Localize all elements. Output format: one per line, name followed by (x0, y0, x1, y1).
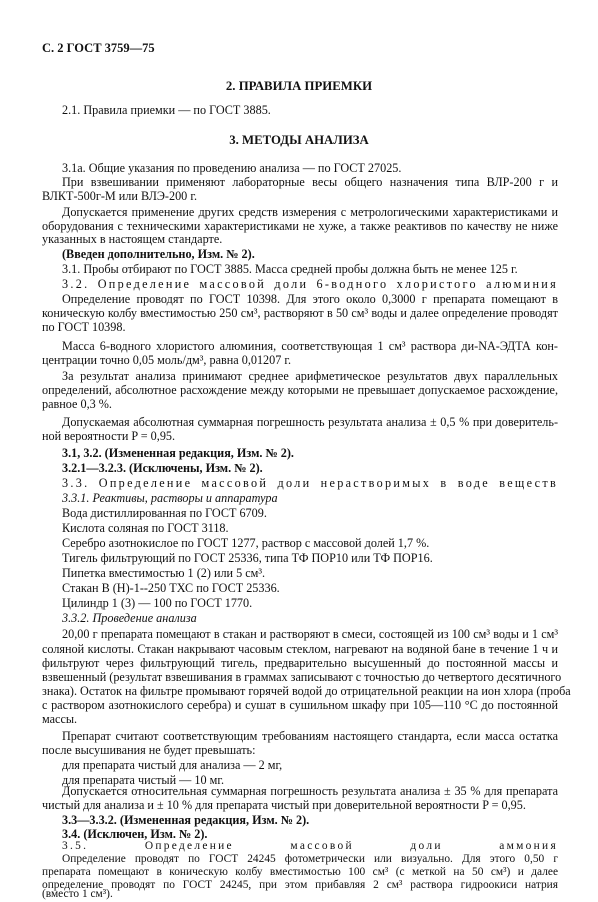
text-line: Серебро азотнокислое по ГОСТ 1277, раствор с массовой долей 1,7 %. (62, 536, 430, 550)
text-line: центрации точно 0,05 моль/дм³, равна 0,01207 г. (42, 353, 292, 367)
text-line: (вместо 1 см³). (42, 888, 113, 900)
text-line: знака). Остаток на фильтре промывают горячей водой до отрицательной реакции на ион хлора (проба (42, 684, 571, 698)
text-line: по ГОСТ 10398. (42, 320, 126, 334)
text-line: определение проводят по ГОСТ 24245, при этом прибавляя 2 см³ раствора гидроокиси натрия (42, 879, 558, 891)
text-line: Вода дистиллированная по ГОСТ 6709. (62, 506, 267, 520)
text-line: коническую колбу вместимостью 250 см³, растворяют в 50 см³ воды и далее определение проводят (42, 306, 558, 320)
section-2-title: 2. ПРАВИЛА ПРИЕМКИ (225, 79, 373, 93)
paragraph-2-1: 2.1. Правила приемки — по ГОСТ 3885. (62, 103, 271, 117)
text-line: указанных в настоящем стандарте. (42, 232, 223, 246)
text-line: после высушивания не будет превышать: (42, 743, 256, 757)
text-line: Пипетка вместимостью 1 (2) или 5 см³. (62, 566, 266, 580)
text-line: соляной кислоты. Стакан накрывают часовым стеклом, нагревают на водяной бане в течение 1 ч и (42, 642, 558, 656)
subsection-heading: 3.3.2. Проведение анализа (62, 611, 197, 625)
text-line: для препарата чистый — 10 мг. (62, 773, 225, 787)
text-line: 3.1а. Общие указания по проведению анализа — по ГОСТ 27025. (62, 161, 402, 175)
text-line: 3.1. Пробы отбирают по ГОСТ 3885. Масса средней пробы должна быть не менее 125 г. (62, 262, 518, 276)
text-line: Определение проводят по ГОСТ 24245 фотометрически или визуально. Для этого 0,50 г (62, 853, 558, 865)
amendment-note: 3.3—3.3.2. (Измененная редакция, Изм. № 2). (62, 813, 310, 827)
amendment-note: 3.2.1—3.2.3. (Исключены, Изм. № 2). (62, 461, 263, 475)
text-line: Допускаемая абсолютная суммарная погрешность результата анализа ± 0,5 % при доверитель- (62, 415, 558, 429)
text-line: Стакан В (Н)-1--250 ТХС по ГОСТ 25336. (62, 581, 280, 595)
text-line: Определение проводят по ГОСТ 10398. Для этого около 0,3000 г препарата помещают в (62, 292, 558, 306)
text-line: Допускается относительная суммарная погрешность результата анализа ± 35 % для препарата (62, 784, 558, 798)
text-line: ВЛКТ-500г-М или ВЛЭ-200 г. (42, 189, 197, 203)
text-line: оборудования с техническими характеристиками не хуже, а также реактивов по качеству не ниже (42, 219, 558, 233)
page-header: С. 2 ГОСТ 3759—75 (42, 41, 155, 55)
text-line: За результат анализа принимают среднее арифметическое результатов двух параллельных (62, 369, 558, 383)
text-line: фильтруют через фильтрующий тигель, предварительно высушенный до постоянной массы и (42, 656, 558, 670)
text-line: с раствором азотнокислого серебра) и сушат в сушильном шкафу при 105—110 °С до постоянной (42, 698, 558, 712)
text-line: При взвешивании применяют лабораторные весы общего назначения типа ВЛР-200 г и (62, 175, 558, 189)
subsection-heading: 3.2. Определение массовой доли 6-водного хлористого алюминия (62, 277, 558, 291)
text-line: взвешенный (результат взвешивания в граммах записывают с точностью до четвертого десятичного (42, 670, 562, 684)
text-line: Цилиндр 1 (3) — 100 по ГОСТ 1770. (62, 596, 253, 610)
text-line: массы. (42, 712, 78, 726)
text-line: 20,00 г препарата помещают в стакан и растворяют в смеси, состоящей из 100 см³ воды и 1 см³ (62, 627, 558, 641)
amendment-note: (Введен дополнительно, Изм. № 2). (62, 247, 255, 261)
section-3-title: 3. МЕТОДЫ АНАЛИЗА (229, 133, 369, 147)
amendment-note: 3.4. (Исключен, Изм. № 2). (62, 827, 208, 841)
amendment-note: 3.1, 3.2. (Измененная редакция, Изм. № 2). (62, 446, 294, 460)
text-line: Тигель фильтрующий по ГОСТ 25336, типа ТФ ПОР10 или ТФ ПОР16. (62, 551, 433, 565)
subsection-heading: 3.3. Определение массовой доли нерастворимых в воде веществ (62, 476, 558, 490)
subsection-heading: 3.5. Определение массовой доли аммония (62, 840, 558, 852)
text-line: ной вероятности P = 0,95. (42, 429, 176, 443)
text-line: Препарат считают соответствующим требованиям настоящего стандарта, если масса остатка (62, 729, 558, 743)
text-line: Допускается применение других средств измерения с метрологическими характеристиками и (62, 205, 558, 219)
subsection-heading: 3.3.1. Реактивы, растворы и аппаратура (62, 491, 278, 505)
text-line: определений, абсолютное расхождение между которыми не превышает допускаемое расхождение, (42, 383, 558, 397)
text-line: чистый для анализа и ± 10 % для препарата чистый при доверительной вероятности P = 0,95. (42, 798, 526, 812)
text-line: Масса 6-водного хлористого алюминия, соответствующая 1 см³ раствора ди-NA-ЭДТА кон- (62, 339, 558, 353)
text-line: препарата помещают в коническую колбу вместимостью 100 см³ (с меткой на 50 см³) и далее (42, 866, 558, 878)
text-line: для препарата чистый для анализа — 2 мг, (62, 758, 283, 772)
text-line: Кислота соляная по ГОСТ 3118. (62, 521, 229, 535)
text-line: равное 0,3 %. (42, 397, 112, 411)
